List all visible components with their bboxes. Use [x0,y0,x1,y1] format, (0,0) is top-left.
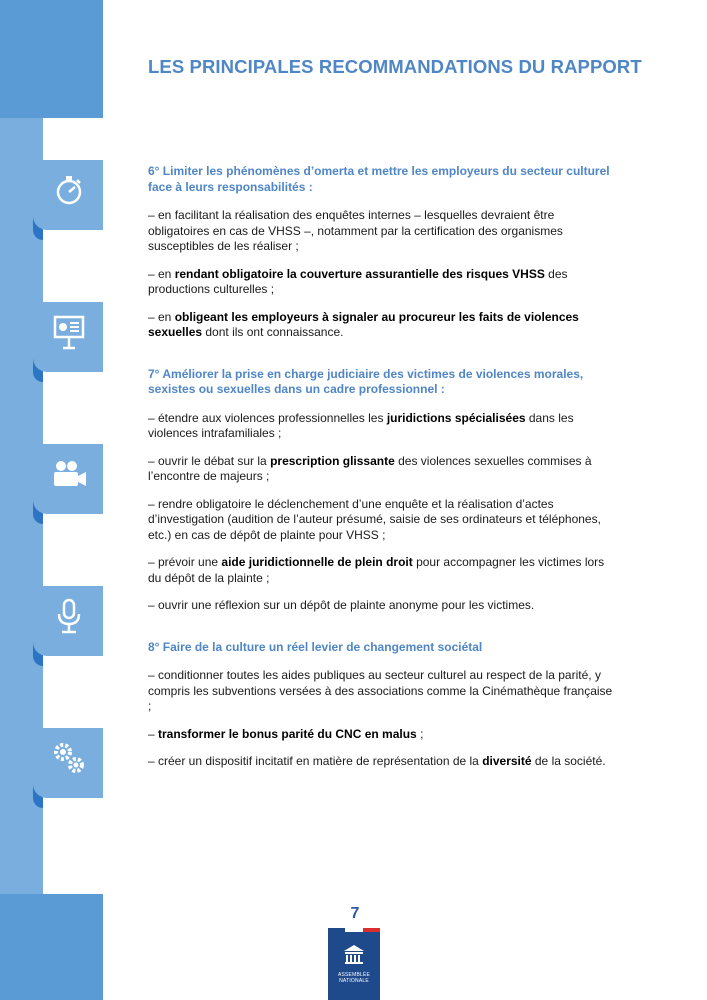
page-title: LES PRINCIPALES RECOMMANDATIONS DU RAPPORT [148,56,642,77]
gears-icon [49,738,89,778]
tab-video-camera [33,444,103,524]
list-item: – créer un dispositif incitatif en matière de représentation de la diversité de la société. [148,754,606,768]
assemblee-nationale-logo [328,928,380,1000]
list-item: – en obligeant les employeurs à signaler au procureur les faits de violences sexuelles dont ils ont connaissance. [148,309,579,339]
list-item: – ouvrir une réflexion sur un dépôt de plainte anonyme pour les victimes. [148,598,535,612]
section-heading-6: 6° Limiter les phénomènes d’omerta et mettre les employeurs du secteur culturel face à leurs responsabilités : [148,164,610,194]
tab-microphone [33,586,103,666]
list-item: – en rendant obligatoire la couverture assurantielle des risques VHSS des productions culturelles ; [148,266,568,296]
list-item: – étendre aux violences professionnelles les juridictions spécialisées dans les violences intrafamiliales ; [148,410,574,440]
list-item: – en facilitant la réalisation des enquêtes internes – lesquelles devraient être obligatoires en cas de VHSS –, notamment par la certification des organismes susceptibles de les réaliser ; [148,208,563,253]
sidebar-top-band [0,0,103,118]
recommendations-content [148,164,618,782]
sidebar-bottom-band [0,894,103,1000]
list-item: – conditionner toutes les aides publiques au secteur culturel au respect de la parité, y compris les subventions versées à des associations comme la Cinémathèque française ; [148,668,613,713]
list-item: – prévoir une aide juridictionnelle de plein droit pour accompagner les victimes lors du dépôt de la plainte ; [148,555,605,585]
list-item: – transformer le bonus parité du CNC en malus ; [148,726,424,741]
tab-presentation [33,302,103,382]
section-heading-8: 8° Faire de la culture un réel levier de changement sociétal [148,639,483,654]
list-item: – rendre obligatoire le déclenchement d’une enquête et la réalisation d’actes d’investigation (audition de l’auteur présumé, saisie de ses ordinateurs et téléphones, etc.) en cas de dépôt de plainte pour VHSS ; [148,496,601,542]
video-camera-icon [49,454,89,494]
tab-gears [33,728,103,808]
tab-stopwatch [33,160,103,240]
microphone-icon [49,596,89,636]
stopwatch-icon [49,170,89,210]
logo-text: ASSEMBLÉE NATIONALE [337,972,371,984]
presentation-board-icon [49,312,89,352]
list-item: – ouvrir le débat sur la prescription glissante des violences sexuelles commises à l’encontre de majeurs ; [148,453,592,483]
hemicycle-icon [342,942,366,966]
page-number: 7 [350,905,360,922]
section-heading-7: 7° Améliorer la prise en charge judiciaire des victimes de violences morales, sexistes ou sexuelles dans un cadre professionnel : [148,366,584,396]
